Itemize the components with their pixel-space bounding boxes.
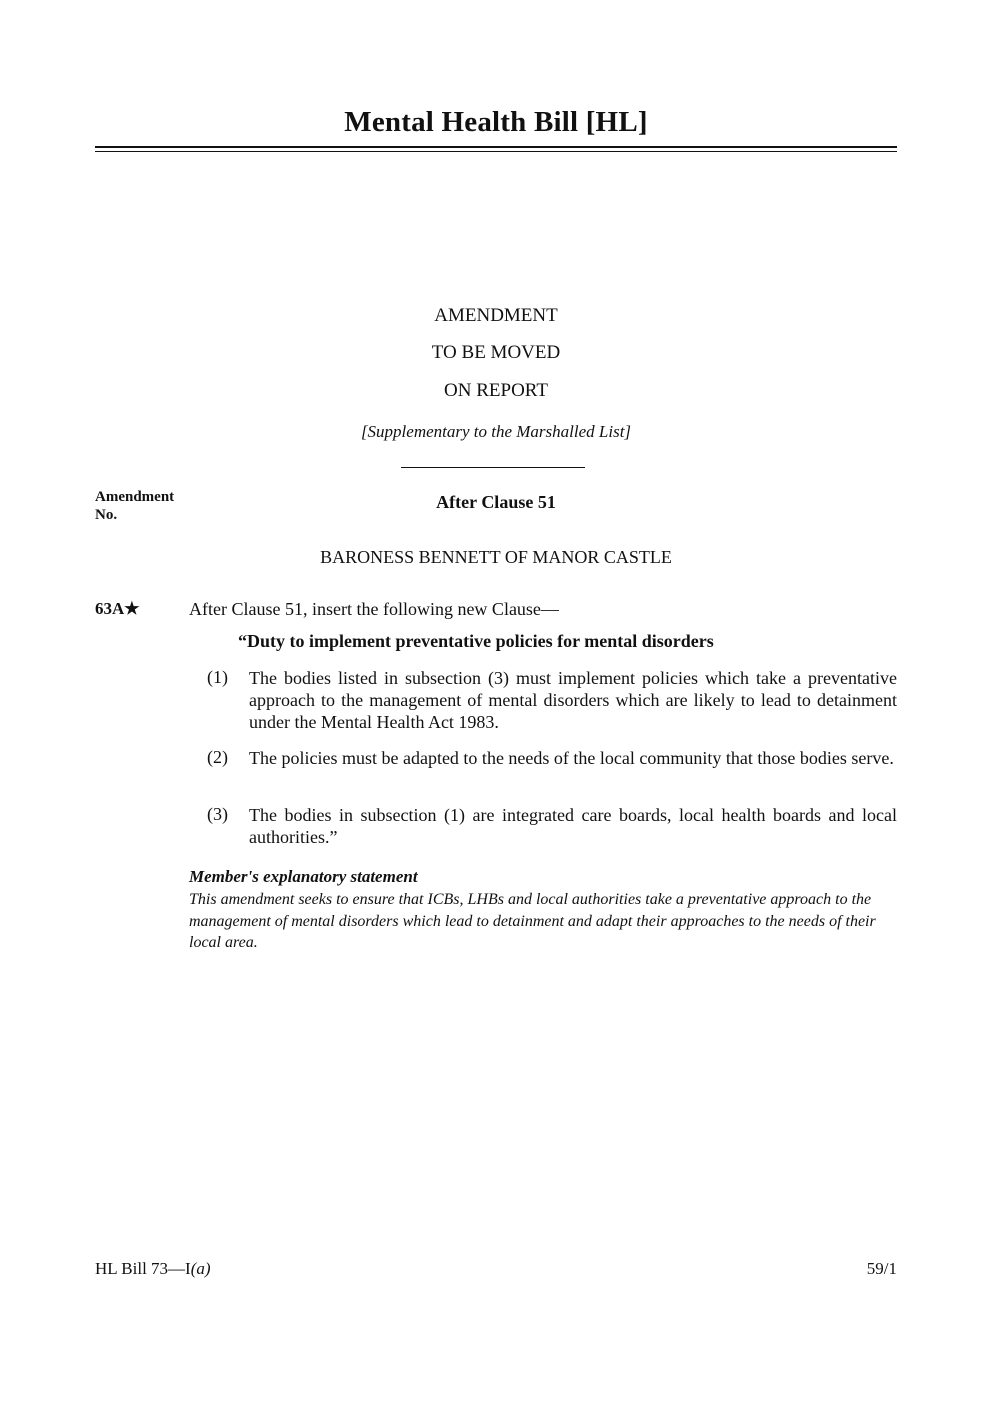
bill-reference-suffix: (a) xyxy=(190,1259,211,1278)
subsection-number: (1) xyxy=(207,667,228,687)
bill-reference xyxy=(95,1259,211,1279)
section-divider xyxy=(401,467,585,468)
amendment-label-line1: Amendment xyxy=(95,489,175,505)
clause-heading: After Clause 51 xyxy=(436,492,556,512)
document-title: Mental Health Bill [HL] xyxy=(344,106,648,138)
new-clause-title: “Duty to implement preventative policies for mental disorders xyxy=(238,631,714,651)
heading-amendment: AMENDMENT xyxy=(434,305,558,326)
amendment-number: 63A★ xyxy=(95,599,140,618)
heading-on-report: ON REPORT xyxy=(444,380,548,401)
subsection-text: The bodies listed in subsection (3) must implement policies which take a preventative approach to the management of mental disorders which are likely to lead to detainment under the Mental Health Act 1983. xyxy=(249,668,897,732)
member-name: BARONESS BENNETT OF MANOR CASTLE xyxy=(320,547,672,567)
bill-reference-main: HL Bill 73—I xyxy=(95,1259,191,1278)
title-rule-thick xyxy=(95,146,897,148)
amendment-label-line2: No. xyxy=(95,507,118,523)
subsection-number: (3) xyxy=(207,804,228,824)
subsection-number: (2) xyxy=(207,747,228,767)
supplementary-note: [Supplementary to the Marshalled List] xyxy=(360,422,632,441)
explanatory-heading: Member's explanatory statement xyxy=(189,867,418,886)
title-rule-thin xyxy=(95,151,897,152)
heading-to-be-moved: TO BE MOVED xyxy=(431,342,561,363)
page-reference: 59/1 xyxy=(866,1259,897,1278)
subsection-text: The policies must be adapted to the needs of the local community that those bodies serve. xyxy=(249,748,894,768)
explanatory-text: This amendment seeks to ensure that ICBs, LHBs and local authorities take a preventative approach to the management of mental disorders which lead to detainment and adapt their approaches to the needs of their local area. xyxy=(189,891,876,951)
amendment-intro: After Clause 51, insert the following new Clause— xyxy=(189,599,559,619)
subsection-text: The bodies in subsection (1) are integrated care boards, local health boards and local authorities.” xyxy=(249,805,897,847)
